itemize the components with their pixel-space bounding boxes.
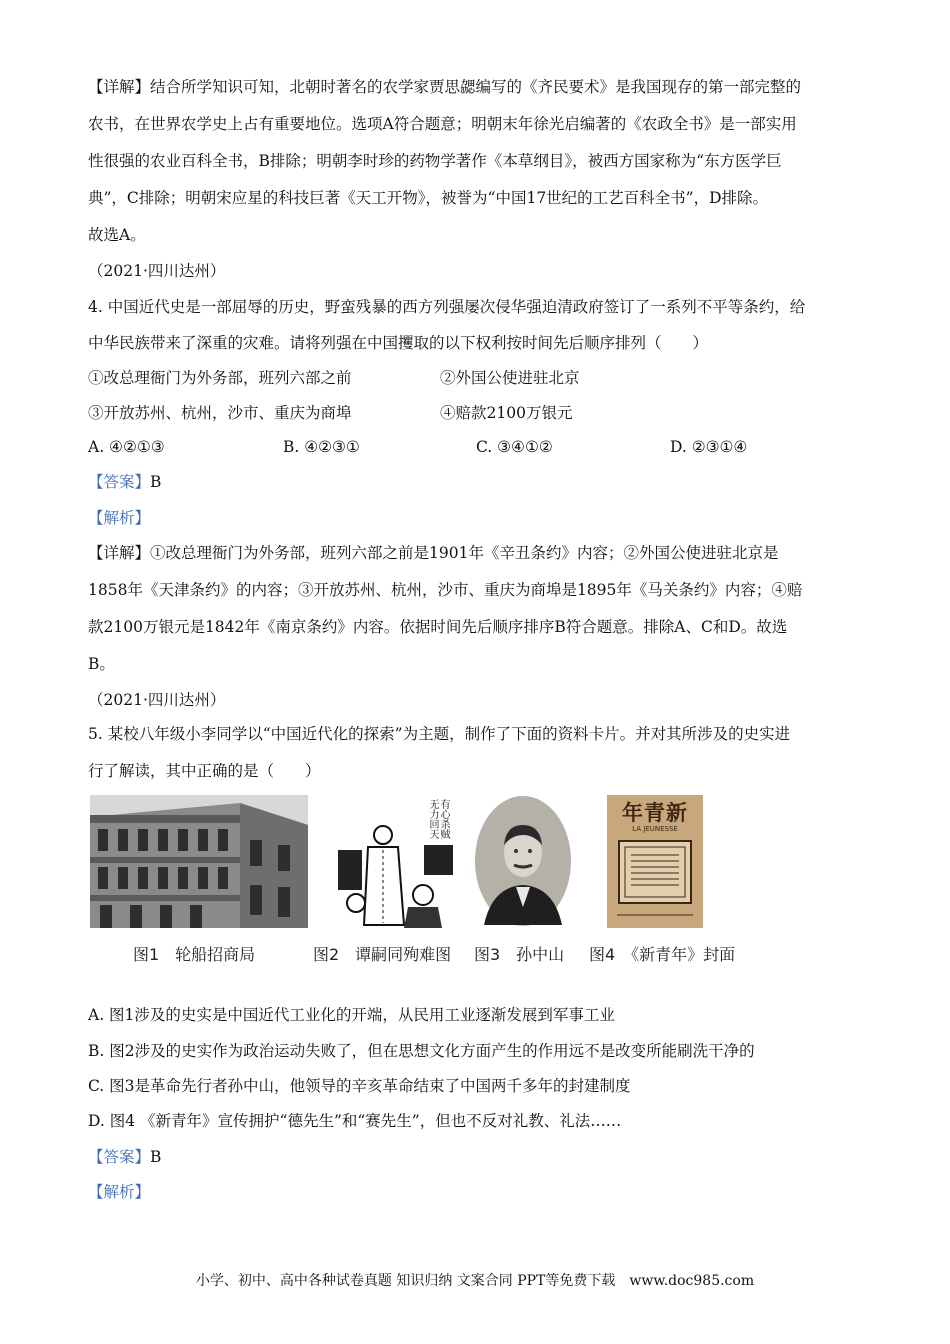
q5-stem-1: 5. 某校八年级小李同学以“中国近代化的探索”为主题，制作了下面的资料卡片。并对其所涉及的史实进	[88, 725, 791, 743]
q4-stem-2: 中华民族带来了深重的灾难。请将列强在中国攫取的以下权利按时间先后顺序排列（ ）	[88, 334, 709, 352]
figure-4-image	[607, 795, 703, 928]
q4-analysis-tag: 【解析】	[88, 509, 151, 527]
q5-option-b: B. 图2涉及的史实作为政治运动失败了，但在思想文化方面产生的作用远不是改变所能刷洗干净的	[88, 1042, 755, 1060]
q5-option-d: D. 图4 《新青年》宣传拥护“德先生”和“赛先生”，但也不反对礼教、礼法……	[88, 1112, 622, 1130]
answer-tag: 【答案】	[88, 1148, 151, 1166]
figure-3-image	[474, 795, 572, 928]
building-photo	[90, 795, 308, 928]
q4-option-b: B. ④②③①	[283, 438, 360, 456]
q5-source: （2021·四川达州）	[88, 691, 226, 709]
figure-2-caption: 图2 谭嗣同殉难图	[313, 945, 452, 964]
q3-detail-line-4: 典”，C排除；明朝宋应星的科技巨著《天工开物》，被誉为“中国17世纪的工艺百科全书”，D排除。	[88, 189, 769, 207]
q5-option-c: C. 图3是革命先行者孙中山，他领导的辛亥革命结束了中国两千多年的封建制度	[88, 1077, 631, 1095]
figure-3-caption: 图3 孙中山	[474, 945, 565, 964]
q4-source: （2021·四川达州）	[88, 262, 226, 280]
figure-2-image	[338, 795, 453, 928]
magazine-subtitle: LA JEUNESSE	[632, 825, 678, 833]
q4-item-1: ①改总理衙门为外务部，班列六部之前	[88, 369, 352, 387]
page-footer: 小学、初中、高中各种试卷真题 知识归纳 文案合同 PPT等免费下载 www.doc985.com	[195, 1273, 755, 1289]
q4-option-c: C. ③④①②	[476, 438, 553, 456]
detail-tag: 【详解】	[88, 544, 151, 562]
figure-4-caption: 图4 《新青年》封面	[589, 945, 736, 964]
q3-detail-line-3: 性很强的农业百科全书，B排除；明朝李时珍的药物学著作《本草纲目》，被西方国家称为“东方医学巨	[88, 152, 782, 170]
q4-detail-line-2: 1858年《天津条约》的内容；③开放苏州、杭州，沙市、重庆为商埠是1895年《马关条约》内容；④赔	[88, 581, 803, 599]
figure-1-caption: 图1 轮船招商局	[133, 945, 256, 964]
q5-stem-2: 行了解读，其中正确的是（ ）	[88, 762, 321, 780]
q4-answer: 【答案】B	[88, 473, 162, 491]
q4-stem-1: 4. 中国近代史是一部屈辱的历史，野蛮残暴的西方列强屡次侵华强迫清政府签订了一系列不平等条约，给	[88, 298, 806, 316]
q5-answer: 【答案】B	[88, 1148, 162, 1166]
figure-1-image	[90, 795, 308, 928]
detail-tag: 【详解】	[88, 78, 151, 96]
q3-detail-line-1: 【详解】结合所学知识可知，北朝时著名的农学家贾思勰编写的《齐民要术》是我国现存的第一部完整的	[88, 78, 802, 96]
q4-option-a: A. ④②①③	[88, 438, 165, 456]
q3-detail-line-2: 农书，在世界农学史上占有重要地位。选项A符合题意；明朝末年徐光启编著的《农政全书》是一部实用	[88, 115, 797, 133]
q4-item-2: ②外国公使进驻北京	[440, 369, 580, 387]
q4-detail-line-3: 款2100万银元是1842年《南京条约》内容。依据时间先后顺序排序B符合题意。排除A、C和D。故选	[88, 618, 788, 636]
q4-detail-line-1: 【详解】①改总理衙门为外务部，班列六部之前是1901年《辛丑条约》内容；②外国公使进驻北京是	[88, 544, 779, 562]
q5-analysis-tag: 【解析】	[88, 1183, 151, 1201]
q4-option-d: D. ②③①④	[670, 438, 748, 456]
q5-option-a: A. 图1涉及的史实是中国近代工业化的开端，从民用工业逐渐发展到军事工业	[88, 1006, 615, 1024]
magazine-title: 年青新	[622, 801, 688, 825]
portrait-photo	[474, 795, 572, 928]
answer-tag: 【答案】	[88, 473, 151, 491]
cartoon-caption: 有心杀贼 无力回天	[427, 799, 449, 839]
q3-detail-line-5: 故选A。	[88, 226, 146, 244]
magazine-frame	[607, 795, 703, 928]
q4-item-3: ③开放苏州、杭州，沙市、重庆为商埠	[88, 404, 352, 422]
q4-item-4: ④赔款2100万银元	[440, 404, 573, 422]
q4-detail-line-4: B。	[88, 655, 115, 673]
